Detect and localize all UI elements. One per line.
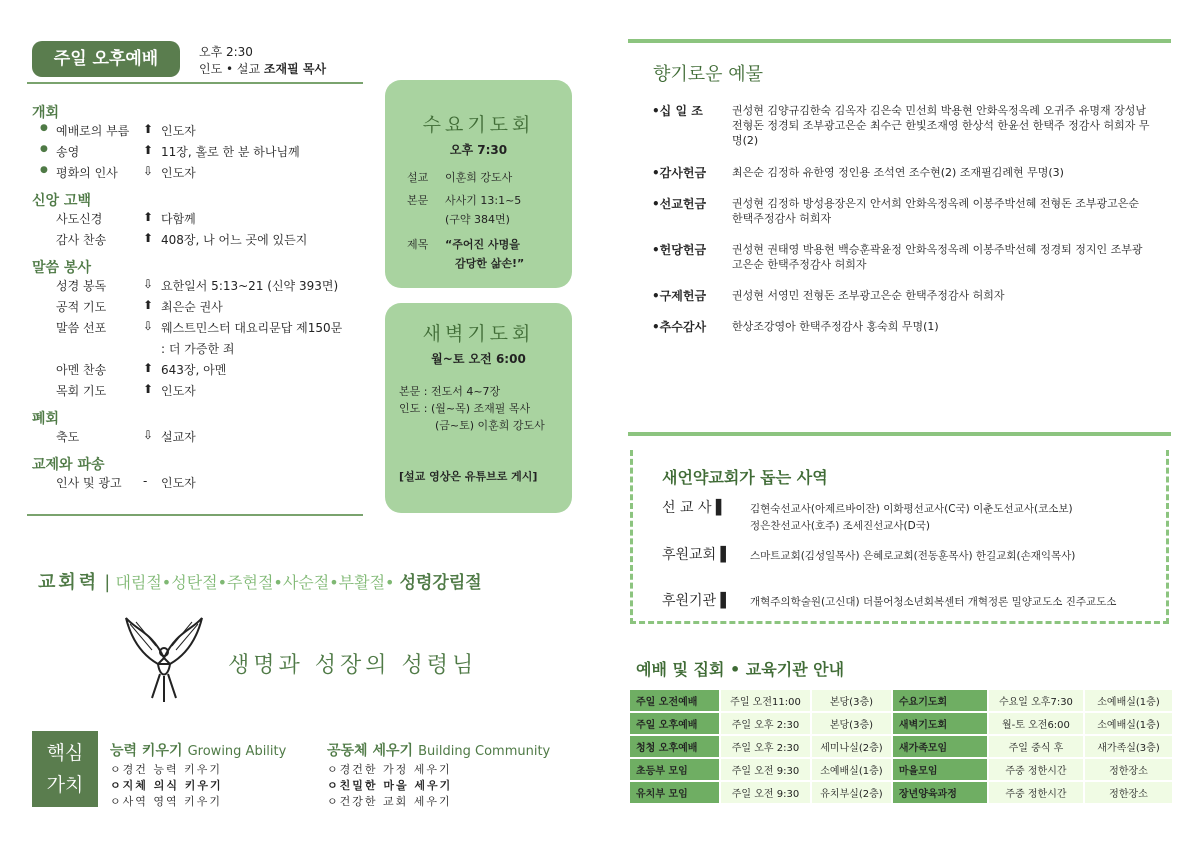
schedule-cell: 수요일 오후7:30: [988, 689, 1084, 712]
offering-type: •십 일 조: [652, 104, 703, 118]
order-item-label: 사도신경: [56, 212, 103, 226]
mission-title: 새언약교회가 돕는 사역: [662, 468, 828, 487]
schedule-cell: 유치부 모임: [629, 781, 720, 804]
schedule-cell: 청청 오후예배: [629, 735, 720, 758]
schedule-row: [629, 735, 1173, 758]
arrow-up-icon: ⬆: [143, 382, 154, 396]
mission-category: 후원교회 ▌: [662, 547, 732, 563]
schedule-cell: 본당(3층): [811, 689, 892, 712]
mission-entry: 정은찬선교사(호주) 조세진선교사(D국): [750, 520, 930, 532]
mission-category: 후원기관 ▌: [662, 593, 732, 609]
schedule-cell: 소예배실(1층): [1084, 712, 1173, 735]
order-item-value: 인도자: [161, 166, 196, 180]
arrow-up-icon: ⬆: [143, 210, 154, 224]
order-item-label: 공적 기도: [56, 300, 107, 314]
arrow-down-icon: ⇩: [143, 319, 154, 333]
offering-names: 한상조강영아 한택주정감사 홍숙희 무명(1): [732, 320, 939, 333]
mission-entry: 스마트교회(김성일목사) 은혜로교회(전동훈목사) 한길교회(손재익목사): [750, 550, 1076, 562]
arrow-up-icon: ⬆: [143, 298, 154, 312]
dove-icon: [122, 612, 206, 704]
bullet-icon: ●: [40, 144, 48, 154]
order-item-label: 아멘 찬송: [56, 363, 107, 377]
offering-type: •헌당헌금: [652, 243, 707, 257]
wednesday-box: [385, 80, 572, 288]
schedule-cell: 소예배실(1층): [811, 758, 892, 781]
schedule-cell: 주일 중식 후: [988, 735, 1084, 758]
schedule-cell: 새벽기도회: [892, 712, 988, 735]
offering-top-line: [628, 39, 1171, 43]
order-item-label: 평화의 인사: [56, 166, 118, 180]
order-item-label: 송영: [56, 145, 80, 159]
wednesday-row: (구약 384면): [445, 213, 510, 226]
offering-names: 권성현 김양규김한숙 김옥자 김은숙 민선희 박용현 안화옥정옥례 오귀주 유명재 장성남 전형돈 정경퇴 조부광고은순 최수근 한빛조재영 한상석 한윤선 한택주 정감사 허희자 무명(2): [732, 104, 1150, 147]
service-badge: 주일 오후예배: [32, 41, 180, 77]
core-list: [327, 762, 550, 810]
offering-names: 권성현 서영민 전형돈 조부광고은순 한택주정감사 허희자: [732, 289, 1005, 302]
schedule-cell: 주일 오전 9:30: [720, 781, 811, 804]
service-time: 오후 2:30: [199, 45, 253, 59]
mission-top-line: [628, 432, 1171, 436]
core-badge: [32, 731, 98, 807]
schedule-row: [629, 689, 1173, 712]
order-divider: [27, 514, 363, 516]
order-item-value: 408장, 나 어느 곳에 있든지: [161, 233, 308, 247]
wednesday-row: 설교 이훈희 강도사: [407, 171, 513, 184]
wednesday-row: 감당한 삶손!”: [455, 257, 525, 270]
calendar-seasons: 대림절•성탄절•주현절•사순절•부활절•: [115, 573, 395, 592]
schedule-row: [629, 781, 1173, 804]
core-value-item: ㅇ친밀한 마을 세우기: [327, 779, 453, 792]
leader-line: [199, 60, 326, 77]
core-badge-bottom: 가치: [46, 774, 84, 796]
core-col-title: 능력 키우기: [110, 743, 183, 759]
schedule-cell: 정한장소: [1084, 758, 1173, 781]
order-item-label: 목회 기도: [56, 384, 107, 398]
wednesday-time: 오후 7:30: [449, 143, 508, 157]
dawn-title: 새벽기도회: [422, 323, 535, 345]
dawn-details: [399, 383, 545, 434]
schedule-cell: 세미나실(2층): [811, 735, 892, 758]
order-item-label: 축도: [56, 430, 80, 444]
core-list: [110, 762, 286, 810]
bullet-icon: ●: [40, 165, 48, 175]
schedule-cell: 주일 오후 2:30: [720, 735, 811, 758]
core-value-item: ㅇ지체 의식 키우기: [110, 779, 223, 792]
core-value-item: ㅇ사역 영역 키우기: [110, 795, 223, 808]
core-badge-top: 핵심: [46, 742, 84, 764]
leader-label: 인도 • 설교: [199, 62, 261, 76]
offering-type: •구제헌금: [652, 289, 707, 303]
schedule-row: [629, 712, 1173, 735]
order-item-label: 성경 봉독: [56, 279, 107, 293]
schedule-cell: 주중 정한시간: [988, 781, 1084, 804]
wednesday-row: 본문 사사기 13:1~5: [407, 194, 522, 207]
order-item-value: 인도자: [161, 384, 196, 398]
order-section-title: 신앙 고백: [32, 193, 91, 209]
order-section-title: 교제와 파송: [32, 457, 105, 473]
calendar-subtitle: 생명과 성장의 성령님: [228, 653, 478, 678]
schedule-cell: 주일 오후 2:30: [720, 712, 811, 735]
wednesday-details: [407, 168, 524, 273]
mission-category: 선 교 사 ▌: [662, 500, 727, 516]
church-calendar: [38, 568, 482, 594]
order-item-value: 요한일서 5:13~21 (신약 393면): [161, 279, 339, 293]
offering-names: 최은순 김정하 유한영 정인용 조석연 조수현(2) 조재필김례현 무명(3): [732, 166, 1064, 179]
schedule-cell: 초등부 모임: [629, 758, 720, 781]
core-col-1: [110, 740, 286, 810]
order-item-value: 인도자: [161, 124, 196, 138]
arrow-down-icon: ⇩: [143, 428, 154, 442]
bullet-icon: ●: [40, 123, 48, 133]
dash-icon: -: [143, 474, 148, 488]
schedule-cell: 장년양육과정: [892, 781, 988, 804]
schedule-cell: 본당(3층): [811, 712, 892, 735]
schedule-cell: 수요기도회: [892, 689, 988, 712]
schedule-cell: 주일 오전 9:30: [720, 758, 811, 781]
core-value-item: ㅇ건강한 교회 세우기: [327, 795, 452, 808]
order-section-title: 말씀 봉사: [32, 260, 91, 276]
arrow-down-icon: ⇩: [143, 164, 154, 178]
header-divider: [27, 82, 363, 84]
core-col-en: Building Community: [418, 744, 551, 759]
offering-names: 권성현 권태영 박용현 백승훈곽윤정 안화옥정옥례 이봉주박선혜 정경퇴 정지인 조부광고은순 한택주정감사 허희자: [732, 243, 1143, 271]
order-item-label: 말씀 선포: [56, 321, 107, 335]
preacher-name: 조재필 목사: [263, 62, 327, 76]
dawn-time: 월~토 오전 6:00: [431, 352, 526, 366]
dawn-line: (금~토) 이훈희 강도사: [435, 419, 545, 432]
offering-type: •감사헌금: [652, 166, 707, 180]
schedule-cell: 주일 오전11:00: [720, 689, 811, 712]
wednesday-row: 제목 “주어진 사명을: [407, 238, 520, 251]
schedule-cell: 월-토 오전6:00: [988, 712, 1084, 735]
order-section-title: 개회: [32, 105, 60, 121]
arrow-down-icon: ⇩: [143, 277, 154, 291]
core-value-item: ㅇ경건 능력 키우기: [110, 763, 223, 776]
schedule-cell: 새가족실(3층): [1084, 735, 1173, 758]
order-item-value: 설교자: [161, 430, 196, 444]
core-col-en: Growing Ability: [187, 744, 287, 759]
mission-entry: 김현숙선교사(아제르바이잔) 이화평선교사(C국) 이춘도선교사(코소보): [750, 503, 1073, 515]
mission-entry: 개혁주의학술원(고신대) 더불어청소년회복센터 개혁정론 밀양교도소 진주교도소: [750, 596, 1117, 608]
offering-type: •선교헌금: [652, 197, 707, 211]
dawn-line: 본문 : 전도서 4~7장: [399, 385, 501, 398]
order-item-value: 다함께: [161, 212, 196, 226]
arrow-up-icon: ⬆: [143, 231, 154, 245]
schedule-table: [628, 688, 1174, 805]
schedule-cell: 소예배실(1층): [1084, 689, 1173, 712]
order-item-value: 643장, 아멘: [161, 363, 227, 377]
core-col-title: 공동체 세우기: [327, 743, 414, 759]
order-item-label: 인사 및 광고: [56, 476, 122, 490]
calendar-label: 교회력: [38, 572, 100, 593]
core-col-2: [327, 740, 550, 810]
schedule-title: 예배 및 집회 • 교육기관 안내: [636, 660, 845, 679]
order-item-value: 웨스트민스터 대요리문답 제150문: [161, 321, 343, 335]
schedule-cell: 주일 오전예배: [629, 689, 720, 712]
arrow-up-icon: ⬆: [143, 143, 154, 157]
calendar-separator: |: [104, 572, 111, 593]
order-item-value: 11장, 홀로 한 분 하나님께: [161, 145, 300, 159]
schedule-cell: 유치부실(2층): [811, 781, 892, 804]
wednesday-title: 수요기도회: [422, 114, 535, 136]
order-item-value: 인도자: [161, 476, 196, 490]
schedule-cell: 정한장소: [1084, 781, 1173, 804]
offering-title: 향기로운 예물: [653, 64, 764, 85]
schedule-cell: 새가족모임: [892, 735, 988, 758]
offering-type: •추수감사: [652, 320, 707, 334]
schedule-cell: 주중 정한시간: [988, 758, 1084, 781]
dawn-note: [설교 영상은 유튜브로 게시]: [399, 470, 538, 483]
core-value-item: ㅇ경건한 가정 세우기: [327, 763, 452, 776]
schedule-cell: 마을모임: [892, 758, 988, 781]
order-item-value: 최은순 권사: [161, 300, 223, 314]
arrow-up-icon: ⬆: [143, 122, 154, 136]
dawn-line: 인도 : (월~목) 조재필 목사: [399, 402, 531, 415]
order-section-title: 폐회: [32, 411, 60, 427]
offering-names: 권성현 김정하 방성용장은지 안서희 안화옥정옥례 이봉주박선혜 전형돈 조부광고은순 한택주정감사 허희자: [732, 197, 1140, 225]
schedule-row: [629, 758, 1173, 781]
arrow-up-icon: ⬆: [143, 361, 154, 375]
dawn-box: [385, 303, 572, 513]
order-item-value: : 더 가증한 죄: [161, 342, 235, 356]
schedule-cell: 주일 오후예배: [629, 712, 720, 735]
calendar-current: 성령강림절: [399, 573, 482, 593]
order-item-label: 예배로의 부름: [56, 124, 130, 138]
order-item-label: 감사 찬송: [56, 233, 107, 247]
